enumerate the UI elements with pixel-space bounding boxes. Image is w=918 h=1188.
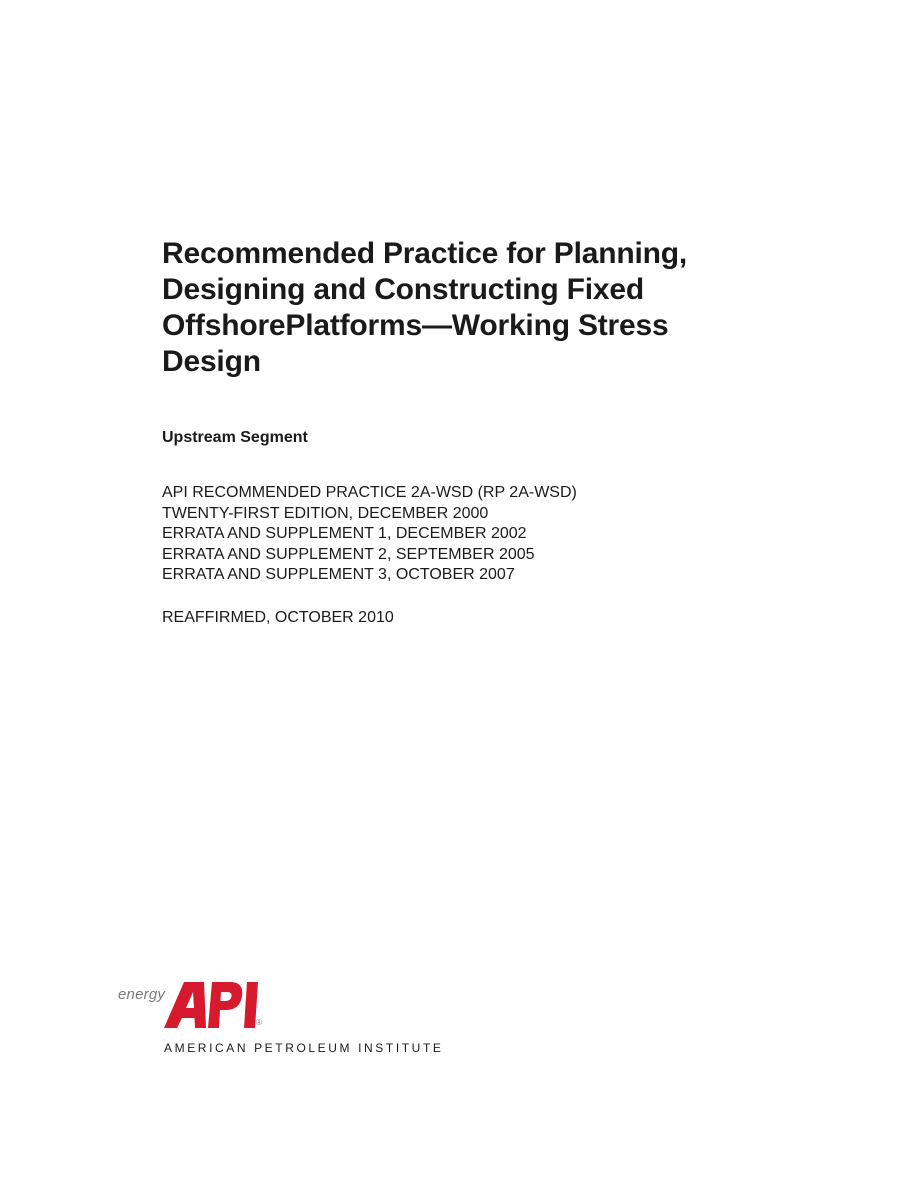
edition-line: ERRATA AND SUPPLEMENT 3, OCTOBER 2007 [162,566,515,583]
title-line-4: Design [162,345,261,378]
api-logo [118,978,444,1058]
logo-tagline: energy [118,986,166,1003]
api-logo-mark [162,980,258,1028]
segment-label: Upstream Segment [162,429,308,446]
edition-line: ERRATA AND SUPPLEMENT 1, DECEMBER 2002 [162,525,527,542]
api-logo-letters [164,982,258,1028]
title-line-1: Recommended Practice for Planning, [162,237,687,270]
registered-mark: ® [256,1018,262,1027]
edition-line: TWENTY-FIRST EDITION, DECEMBER 2000 [162,504,489,522]
edition-line: ERRATA AND SUPPLEMENT 2, SEPTEMBER 2005 [162,545,535,563]
edition-line: API RECOMMENDED PRACTICE 2A-WSD (RP 2A-WSD) [162,484,577,501]
title-line-2: Designing and Constructing Fixed [162,273,644,306]
edition-list [162,483,577,586]
api-logo-text: API [162,980,164,981]
title-line-3: OffshorePlatforms—Working Stress [162,309,669,342]
organization-name: AMERICAN PETROLEUM INSTITUTE [164,1041,444,1055]
document-title [162,236,802,380]
reaffirmed-date: REAFFIRMED, OCTOBER 2010 [162,609,394,626]
